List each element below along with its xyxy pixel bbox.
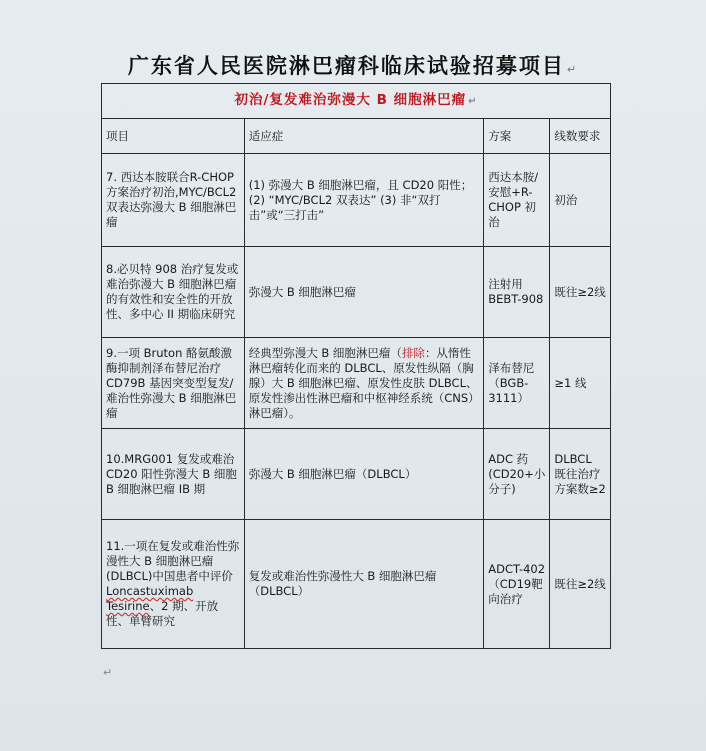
project-cell: 10.MRG001 复发或难治 CD20 阳性弥漫大 B 细胞 B 细胞淋巴瘤 IB 期 bbox=[102, 429, 245, 520]
lines-cell: 初治 bbox=[550, 154, 611, 247]
project-cell: 11.一项在复发或难治性弥漫性大 B 细胞淋巴瘤(DLBCL)中国患者中评价 Loncastuximab Tesirine、2 期、开放性、单臂研究 bbox=[102, 520, 245, 649]
header-lines: 线数要求 bbox=[550, 119, 611, 154]
paragraph-mark: ↵ bbox=[103, 666, 113, 679]
header-indication: 适应症 bbox=[244, 119, 483, 154]
header-plan: 方案 bbox=[484, 119, 550, 154]
lines-cell: DLBCL 既往治疗方案数≥2 bbox=[550, 429, 611, 520]
indication-line: (1) 弥漫大 B 细胞淋巴瘤，且 CD20 阳性； bbox=[248, 177, 473, 192]
subtitle-row bbox=[102, 84, 611, 119]
project-cell: 9.一项 Bruton 酪氨酸激酶抑制剂泽布替尼治疗 CD79B 基因突变型复发/难治性弥漫大 B 细胞淋巴瘤 bbox=[102, 338, 245, 429]
project-cell: 7. 西达本胺联合R-CHOP 方案治疗初治,MYC/BCL2 双表达弥漫大 B 细胞淋巴瘤 bbox=[102, 154, 245, 247]
table-row bbox=[102, 520, 611, 649]
table-row bbox=[102, 154, 611, 247]
table-subtitle: 初治/复发难治弥漫大 B 细胞淋巴瘤 ↵ bbox=[102, 84, 611, 119]
plan-cell: 注射用 BEBT-908 bbox=[484, 247, 550, 338]
project-cell: 8.必贝特 908 治疗复发或难治弥漫大 B 细胞淋巴瘤的有效性和安全性的开放性、多中心 II 期临床研究 bbox=[102, 247, 245, 338]
indication-cell bbox=[244, 154, 483, 247]
lines-cell: ≥1 线 bbox=[550, 338, 611, 429]
table-row bbox=[102, 338, 611, 429]
plan-cell: ADCT-402（CD19靶向治疗 bbox=[484, 520, 550, 649]
indication-cell: 经典型弥漫大 B 细胞淋巴瘤（排除：从惰性淋巴瘤转化而来的 DLBCL、原发性纵隔（胸腺）大 B 细胞淋巴瘤、原发性皮肤 DLBCL、原发性渗出性淋巴瘤和中枢神经系统（CNS）淋巴瘤）。 bbox=[244, 338, 483, 429]
table-row bbox=[102, 247, 611, 338]
page-title: 广东省人民医院淋巴瘤科临床试验招募项目 ↵ bbox=[127, 54, 579, 78]
exclude-label: 排除 bbox=[401, 345, 425, 360]
indication-cell: 弥漫大 B 细胞淋巴瘤 bbox=[244, 247, 483, 338]
lines-cell: 既往≥2线 bbox=[550, 247, 611, 338]
trial-table bbox=[101, 83, 611, 649]
plan-cell: ADC 药 (CD20+小分子) bbox=[484, 429, 550, 520]
plan-cell: 泽布替尼（BGB-3111） bbox=[484, 338, 550, 429]
lines-cell: 既往≥2线 bbox=[550, 520, 611, 649]
indication-cell: 弥漫大 B 细胞淋巴瘤（DLBCL） bbox=[244, 429, 483, 520]
table-row bbox=[102, 429, 611, 520]
header-row bbox=[102, 119, 611, 154]
plan-cell: 西达本胺/安慰+R-CHOP 初治 bbox=[484, 154, 550, 247]
drug-name: Loncastuximab Tesirine bbox=[106, 584, 194, 613]
indication-cell: 复发或难治性弥漫性大 B 细胞淋巴瘤（DLBCL） bbox=[244, 520, 483, 649]
indication-line: (2) “MYC/BCL2 双表达” (3) 非“双打击”或“三打击” bbox=[248, 192, 441, 222]
header-project: 项目 bbox=[102, 119, 245, 154]
paragraph-mark: ↵ bbox=[566, 63, 579, 76]
